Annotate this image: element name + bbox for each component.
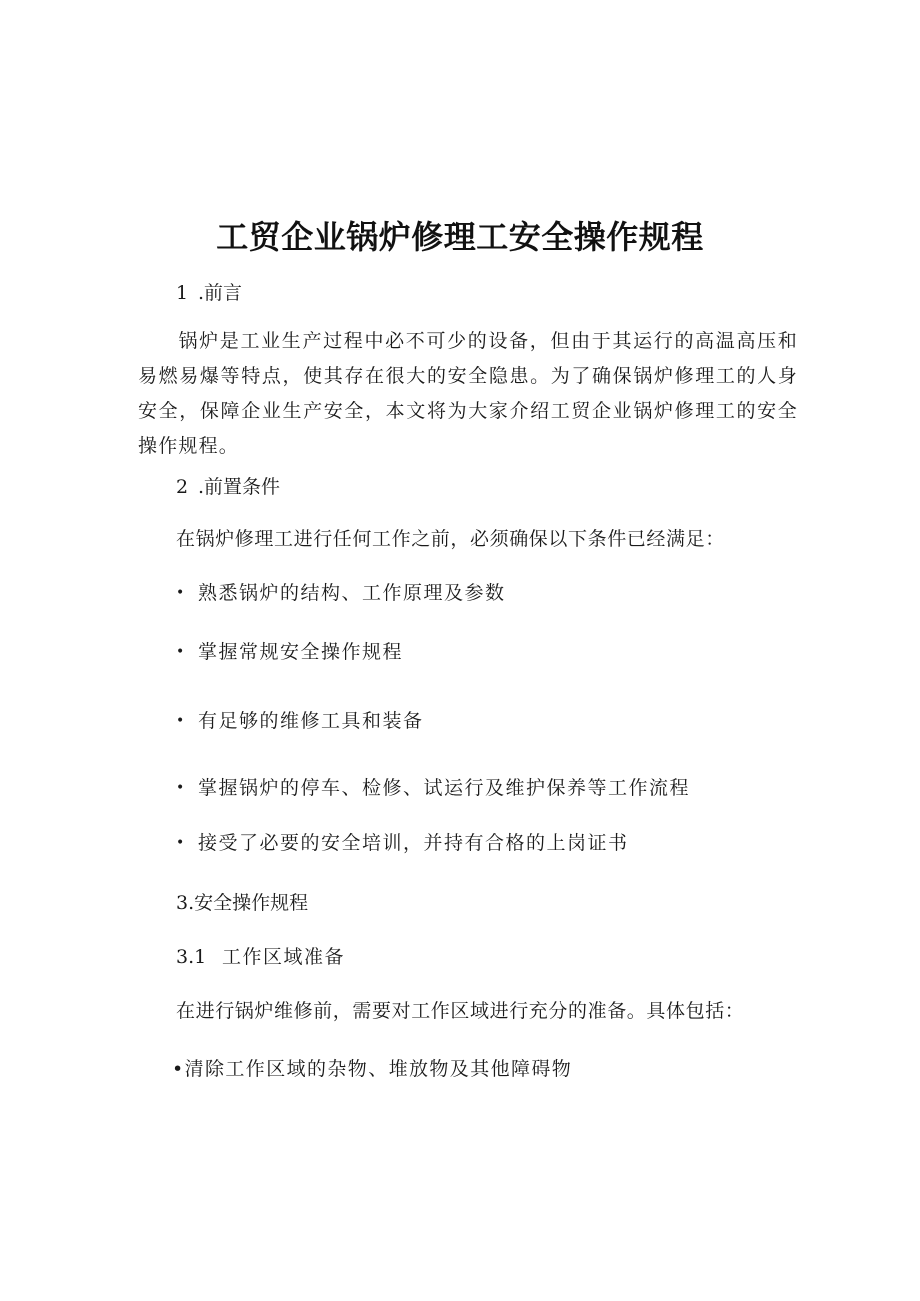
section-heading-safety-rules: 3.安全操作规程	[176, 892, 309, 914]
subsection-heading-work-area	[176, 942, 345, 969]
section-title: .前置条件	[198, 476, 281, 498]
document-title: 工贸企业锅炉修理工安全操作规程	[216, 218, 704, 256]
subsection-title: 工作区域准备	[222, 946, 346, 968]
bullet-icon: •	[176, 644, 186, 660]
preface-paragraph-text: 锅炉是工业生产过程中必不可少的设备，但由于其运行的高温高压和易燃易爆等特点，使其存在很大的安全隐患。为了确保锅炉修理工的人身安全，保障企业生产安全，本文将为大家介绍工贸企业锅炉修理工的安全操作规程。	[138, 330, 798, 457]
list-item: • 熟悉锅炉的结构、工作原理及参数	[176, 582, 506, 604]
section-number: 2	[176, 476, 189, 498]
list-item: • 掌握常规安全操作规程	[176, 641, 404, 663]
section-heading-preconditions	[176, 472, 280, 499]
section-heading-preface	[176, 278, 242, 305]
list-item: • 有足够的维修工具和装备	[176, 710, 424, 732]
preconditions-intro: 在锅炉修理工进行任何工作之前，必须确保以下条件已经满足：	[176, 528, 725, 550]
preface-paragraph	[138, 324, 798, 464]
section-number: 1	[176, 282, 189, 304]
list-item: • 接受了必要的安全培训，并持有合格的上岗证书	[176, 832, 629, 854]
work-area-intro: 在进行锅炉维修前，需要对工作区域进行充分的准备。具体包括：	[176, 1000, 745, 1022]
bullet-icon: •	[176, 585, 186, 601]
list-item: • 掌握锅炉的停车、检修、试运行及维护保养等工作流程	[176, 777, 691, 799]
bullet-icon: •	[176, 835, 186, 851]
bullet-icon: •	[176, 713, 186, 729]
subsection-number: 3.1	[176, 946, 207, 968]
list-item: •清除工作区域的杂物、堆放物及其他障碍物	[172, 1058, 573, 1080]
section-title: .前言	[198, 282, 243, 304]
bullet-icon: •	[176, 780, 186, 796]
